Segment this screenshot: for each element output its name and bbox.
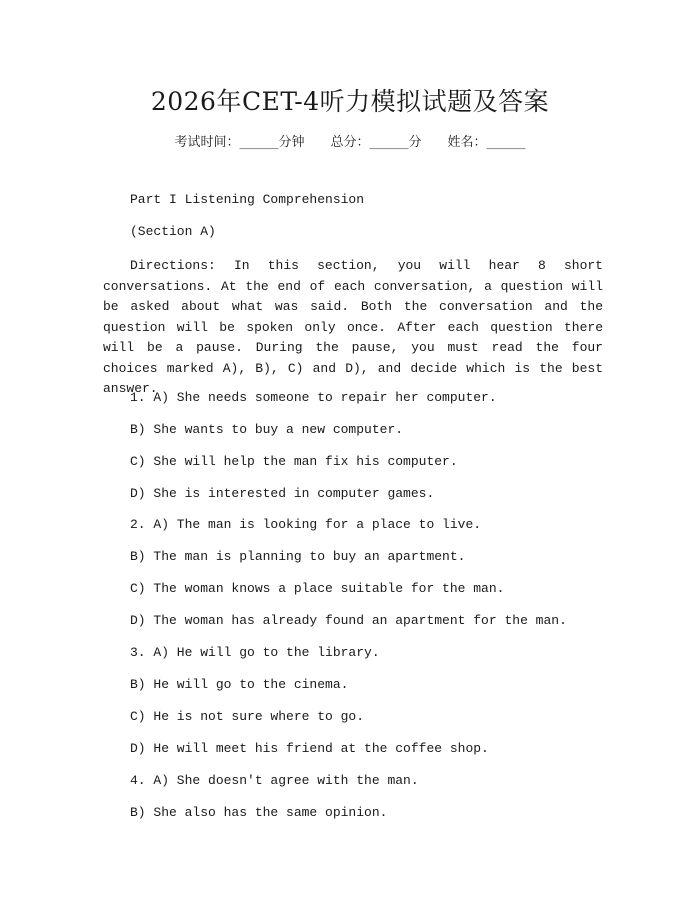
- exam-info-line: [0, 131, 700, 150]
- question-option: D) He will meet his friend at the coffee shop.: [130, 741, 489, 756]
- question-option: 1. A) She needs someone to repair her computer.: [130, 390, 497, 405]
- question-option: B) He will go to the cinema.: [130, 677, 349, 692]
- directions-paragraph: Directions: In this section, you will hear 8 short conversations. At the end of each conversation, a question will be asked about what was said. Both the conversation and the question will be spoken only once. After each question there will be a pause. During the pause, you must read the four choices marked A), B), C) and D), and decide which is the best answer.: [103, 258, 603, 396]
- section-heading: (Section A): [130, 224, 216, 239]
- question-option: D) The woman has already found an apartment for the man.: [130, 613, 567, 628]
- name-field: 姓名：______: [447, 135, 526, 150]
- question-option: B) She also has the same opinion.: [130, 805, 388, 820]
- question-option: 3. A) He will go to the library.: [130, 645, 380, 660]
- question-option: B) She wants to buy a new computer.: [130, 422, 404, 437]
- question-option: D) She is interested in computer games.: [130, 486, 435, 501]
- question-option: C) The woman knows a place suitable for the man.: [130, 581, 505, 596]
- question-option: B) The man is planning to buy an apartment.: [130, 549, 466, 564]
- question-option: C) He is not sure where to go.: [130, 709, 365, 724]
- question-option: 4. A) She doesn't agree with the man.: [130, 773, 419, 788]
- question-option: C) She will help the man fix his computer.: [130, 454, 458, 469]
- part-heading: Part I Listening Comprehension: [130, 192, 365, 207]
- question-option: 2. A) The man is looking for a place to live.: [130, 517, 482, 532]
- total-score-field: 总分：______分: [330, 135, 422, 150]
- exam-time-field: 考试时间：______分钟: [174, 135, 305, 150]
- document-title: 2026年CET-4听力模拟试题及答案: [150, 87, 550, 116]
